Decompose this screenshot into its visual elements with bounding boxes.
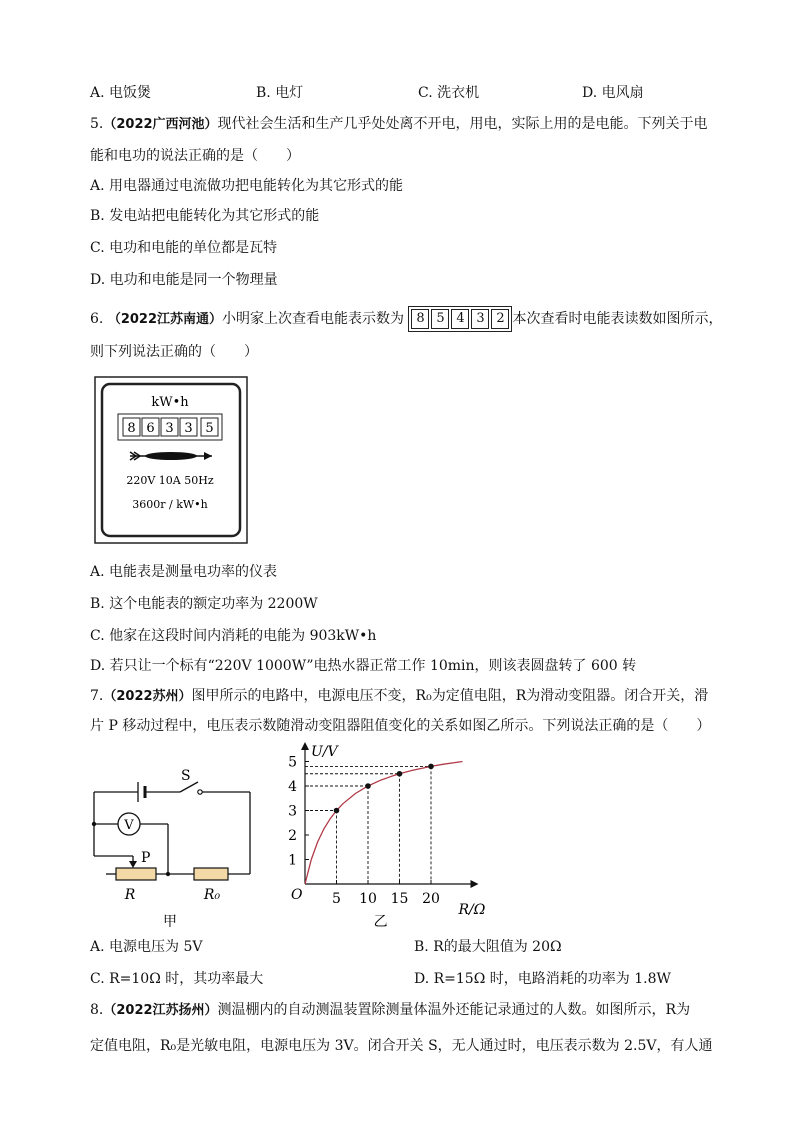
q8-source: （2022江苏扬州） [103,1003,218,1018]
fixed-resistor-label: R₀ [203,887,221,903]
q6-stem-pre: 小明家上次查看电能表示数为 [222,311,404,327]
slider-arrow-icon [129,861,137,868]
q5-source: （2022广西河池） [103,117,218,132]
y-axis-label: U/V [311,744,338,760]
x-axis-label: R/Ω [458,902,486,918]
q7-stem-text: 图甲所示的电路中，电源电压不变，R₀为定值电阻，R为滑动变阻器。闭合开关，滑 [191,688,709,704]
x-tick-label: 20 [422,891,440,907]
q6-stem-line2: 则下列说法正确的（ ） [90,344,258,360]
q7-number: 7. [90,688,104,704]
q4-option-d: D. 电风扇 [582,85,644,101]
meter-digit: 6 [146,421,155,436]
y-tick-label: 2 [288,828,297,844]
q6-source: （2022江苏南通） [107,312,222,327]
q5-option-b: B. 发电站把电能转化为其它形式的能 [90,208,320,224]
q4-option-b: B. 电灯 [256,85,304,101]
switch-label: S [181,768,191,784]
q7-stem-line2: 片 P 移动过程中，电压表示数随滑动变阻器阻值变化的关系如图乙所示。下列说法正确的是（ ） [90,718,711,734]
circuit-diagram [88,760,268,932]
q6-stem-post: 本次查看时电能表读数如图所示， [512,311,723,327]
y-tick-label: 1 [288,852,297,869]
fixed-resistor-body [194,868,228,880]
q5-option-d: D. 电功和电能是同一个物理量 [90,272,278,288]
electric-meter-figure [94,376,248,544]
rheostat-body [116,868,156,880]
prev-digit: 8 [411,309,429,329]
meter-rating: 220V 10A 50Hz [126,474,214,487]
circuit-caption: 甲 [163,914,177,930]
q8-stem-line2: 定值电阻，R₀是光敏电阻，电源电压为 3V。闭合开关 S，无人通过时，电压表示数为 2.5V，有人通 [90,1038,713,1054]
q5-stem-line2: 能和电功的说法正确的是（ ） [90,148,300,164]
prev-digit-decimal: 2 [491,309,509,329]
u-r-curve [305,762,463,885]
q6-option-a: A. 电能表是测量电功率的仪表 [90,564,278,580]
data-point [397,771,403,777]
data-point [428,764,434,770]
q7-stem-line1 [90,686,708,707]
data-point [365,783,371,789]
q5-number: 5. [90,116,104,132]
meter-unit: kW•h [151,395,189,410]
q6-option-b: B. 这个电能表的额定功率为 2200W [90,596,318,612]
q6-number: 6. [90,311,104,327]
q7-option-a: A. 电源电压为 5V [90,939,203,955]
meter-digit: 3 [165,421,174,436]
q7-option-d: D. R=15Ω 时，电路消耗的功率为 1.8W [414,971,671,987]
q8-stem-text: 测温棚内的自动测温装置除测量体温外还能记录通过的人数。如图所示，R为 [217,1002,691,1018]
voltmeter-label: V [124,818,134,833]
q6-option-d: D. 若只让一个标有“220V 1000W”电热水器正常工作 10min，则该表圆盘转了 600 转 [90,658,637,674]
origin-label: O [291,887,303,903]
prev-digit: 3 [471,309,489,329]
switch-contact [198,790,202,794]
x-tick-label: 5 [332,891,341,907]
x-tick-label: 15 [390,891,409,907]
q4-option-c: C. 洗衣机 [418,85,480,101]
data-point [334,808,340,814]
q5-stem-line1 [90,114,708,135]
q4-option-a: A. 电饭煲 [90,85,152,101]
meter-digit: 8 [127,421,136,436]
meter-digit: 3 [184,421,193,436]
graph-caption: 乙 [373,914,388,930]
q8-stem-line1 [90,1000,690,1021]
y-tick-label: 4 [288,779,297,795]
y-tick-label: 3 [288,803,297,820]
slider-label: P [141,850,151,866]
u-r-graph [278,740,486,930]
x-axis-arrow-icon [471,880,479,888]
q6-previous-reading [408,306,512,332]
y-tick-label: 5 [288,754,297,771]
prev-digit: 4 [451,309,469,329]
junction-dot [92,822,96,826]
x-tick-label: 10 [359,891,377,907]
q7-option-b: B. R的最大阻值为 20Ω [414,939,562,955]
y-axis-arrow-icon [301,742,309,750]
q5-stem-text: 现代社会生活和生产几乎处处离不开电，用电，实际上用的是电能。下列关于电 [217,116,708,132]
meter-digit-decimal: 5 [205,421,214,436]
q5-option-a: A. 用电器通过电流做功把电能转化为其它形式的能 [90,178,404,194]
q7-source: （2022苏州） [103,689,192,704]
junction-dot [166,872,170,876]
q6-stem-line1 [90,306,722,333]
meter-revolutions: 3600r / kW•h [132,498,208,511]
rheostat-label: R [124,887,136,903]
q5-option-c: C. 电功和电能的单位都是瓦特 [90,240,278,256]
prev-digit: 5 [431,309,449,329]
q6-option-c: C. 他家在这段时间内消耗的电能为 903kW•h [90,628,377,644]
q8-number: 8. [90,1002,104,1018]
q7-option-c: C. R=10Ω 时，其功率最大 [90,971,264,987]
